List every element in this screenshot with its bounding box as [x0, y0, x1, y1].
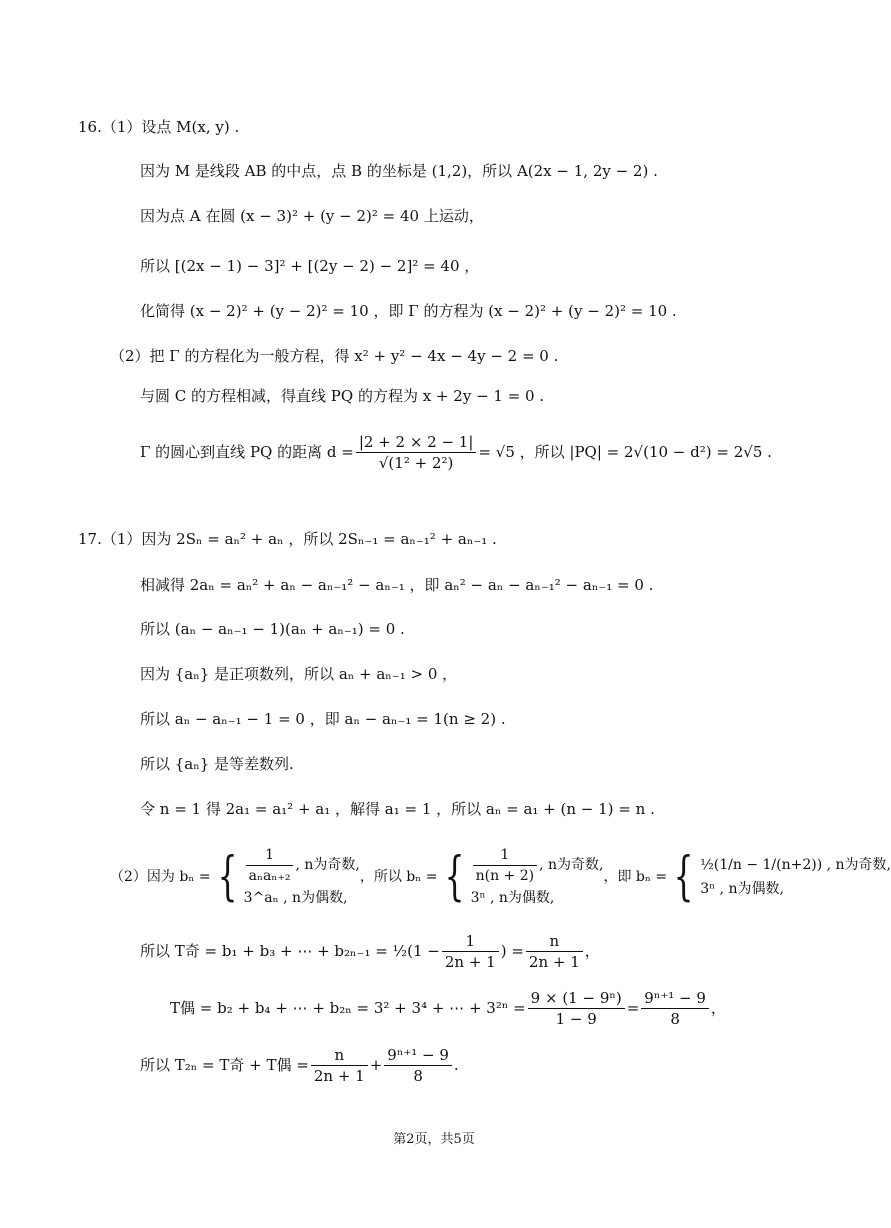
p16-line-2: 因为 M 是线段 AB 的中点，点 B 的坐标是 (1,2)，所以 A(2x − 1, 2y − 2) . — [140, 162, 658, 180]
t2n-pre: 所以 T₂ₙ = T奇 + T偶 = — [140, 1056, 309, 1074]
p16-line-8-pre: Γ 的圆心到直线 PQ 的距离 d = — [140, 443, 354, 461]
p17-line-2: 相减得 2aₙ = aₙ² + aₙ − aₙ₋₁² − aₙ₋₁ ，即 aₙ² − aₙ − aₙ₋₁² − aₙ₋₁ = 0 . — [140, 576, 654, 594]
piecewise-2: { $\frac{1}{n(n + 2)}$ , n为奇数, 3ⁿ , n为偶数, — [438, 845, 604, 910]
t2n-frac2-den: 8 — [413, 1066, 423, 1085]
distance-numerator: |2 + 2 × 2 − 1| — [356, 432, 477, 453]
p17-line-8-mid2: ，即 bₙ = — [603, 869, 668, 885]
p17-line-10 — [170, 985, 726, 1031]
p16-line-1: 16.（1）设点 M(x, y) . — [78, 118, 240, 136]
t-even-frac1-num: 9 × (1 − 9ⁿ) — [528, 988, 625, 1009]
t-even-pre: T偶 = b₂ + b₄ + ⋯ + b₂ₙ = 3² + 3⁴ + ⋯ + 3²ⁿ = — [170, 999, 526, 1017]
t-odd-frac1-den: 2n + 1 — [444, 952, 496, 971]
piecewise-1: { $\frac{1}{\text{aₙaₙ₊₂}}$ , n为奇数, 3^aₙ , n为偶数, — [211, 845, 360, 910]
p17-line-9 — [140, 928, 600, 974]
p17-line-8 — [110, 842, 891, 912]
distance-denominator: √(1² + 2²) — [378, 453, 454, 472]
p17-line-3: 所以 (aₙ − aₙ₋₁ − 1)(aₙ + aₙ₋₁) = 0 . — [140, 620, 405, 638]
p16-line-5: 化简得 (x − 2)² + (y − 2)² = 10 ，即 Γ 的方程为 (x − 2)² + (y − 2)² = 10 . — [140, 302, 677, 320]
p17-line-4: 因为 {aₙ} 是正项数列，所以 aₙ + aₙ₋₁ > 0 ， — [140, 665, 458, 683]
p17-line-6: 所以 {aₙ} 是等差数列. — [140, 755, 294, 773]
t2n-frac2-num: 9ⁿ⁺¹ − 9 — [384, 1045, 452, 1066]
p17-line-5: 所以 aₙ − aₙ₋₁ − 1 = 0 ，即 aₙ − aₙ₋₁ = 1(n ≥ 2) . — [140, 710, 506, 728]
p16-line-4: 所以 [(2x − 1) − 3]² + [(2y − 2) − 2]² = 40 ， — [140, 257, 480, 275]
case2-even: 3ⁿ , n为偶数, — [470, 889, 555, 906]
p17-line-8-mid1: ，所以 bₙ = — [359, 869, 438, 885]
t-even-frac2-den: 8 — [670, 1009, 680, 1028]
t-odd-frac2-den: 2n + 1 — [528, 952, 580, 971]
piecewise-3: { ½(1/n − 1/(n+2)) , n为奇数, 3ⁿ , n为偶数, — [673, 847, 891, 907]
case1-even: 3^aₙ , n为偶数, — [243, 889, 348, 906]
case2-den: n(n + 2) — [475, 867, 535, 884]
p16-line-7: 与圆 C 的方程相减，得直线 PQ 的方程为 x + 2y − 1 = 0 . — [140, 387, 545, 405]
t-even-frac2-num: 9ⁿ⁺¹ − 9 — [641, 988, 709, 1009]
p16-line-3: 因为点 A 在圆 (x − 3)² + (y − 2)² = 40 上运动， — [140, 207, 484, 225]
t2n-post: . — [453, 1056, 459, 1074]
p17-line-1: 17.（1）因为 2Sₙ = aₙ² + aₙ ，所以 2Sₙ₋₁ = aₙ₋₁² + aₙ₋₁ . — [78, 530, 497, 548]
t-odd-frac1-num: 1 — [442, 931, 499, 952]
case1-num: 1 — [246, 845, 294, 866]
p16-line-6: （2）把 Γ 的方程化为一般方程，得 x² + y² − 4x − 4y − 2 = 0 . — [110, 347, 559, 365]
t2n-plus: + — [369, 1056, 383, 1074]
p17-line-8-pre: （2）因为 bₙ = — [110, 869, 211, 885]
page-footer: 第2页，共5页 — [393, 1132, 475, 1147]
t2n-frac1-num: n — [311, 1045, 368, 1066]
t-even-frac1-den: 1 − 9 — [555, 1009, 597, 1028]
t-odd-frac2-num: n — [526, 931, 583, 952]
t-odd-post: ， — [584, 942, 600, 960]
t-even-post: ， — [710, 999, 726, 1017]
p16-line-8-post: = √5 ，所以 |PQ| = 2√(10 − d²) = 2√5 . — [478, 443, 772, 461]
case1-den: aₙaₙ₊₂ — [248, 867, 291, 884]
p16-line-8 — [140, 428, 772, 476]
case3-even: 3ⁿ , n为偶数, — [700, 881, 784, 897]
case2-num: 1 — [473, 845, 538, 866]
t-even-eq: = — [626, 999, 640, 1017]
t-odd-mid: ) = — [500, 942, 524, 960]
t2n-frac1-den: 2n + 1 — [313, 1066, 365, 1085]
p17-line-7: 令 n = 1 得 2a₁ = a₁² + a₁ ，解得 a₁ = 1 ，所以 aₙ = a₁ + (n − 1) = n . — [140, 800, 655, 818]
distance-fraction — [356, 432, 477, 473]
case3-odd: ½(1/n − 1/(n+2)) , n为奇数, — [700, 857, 891, 873]
case1-odd-cond: , n为奇数, — [295, 857, 360, 873]
p17-line-11 — [140, 1042, 459, 1088]
case2-odd-cond: , n为奇数, — [539, 857, 604, 873]
t-odd-pre: 所以 T奇 = b₁ + b₃ + ⋯ + b₂ₙ₋₁ = ½(1 − — [140, 942, 440, 960]
